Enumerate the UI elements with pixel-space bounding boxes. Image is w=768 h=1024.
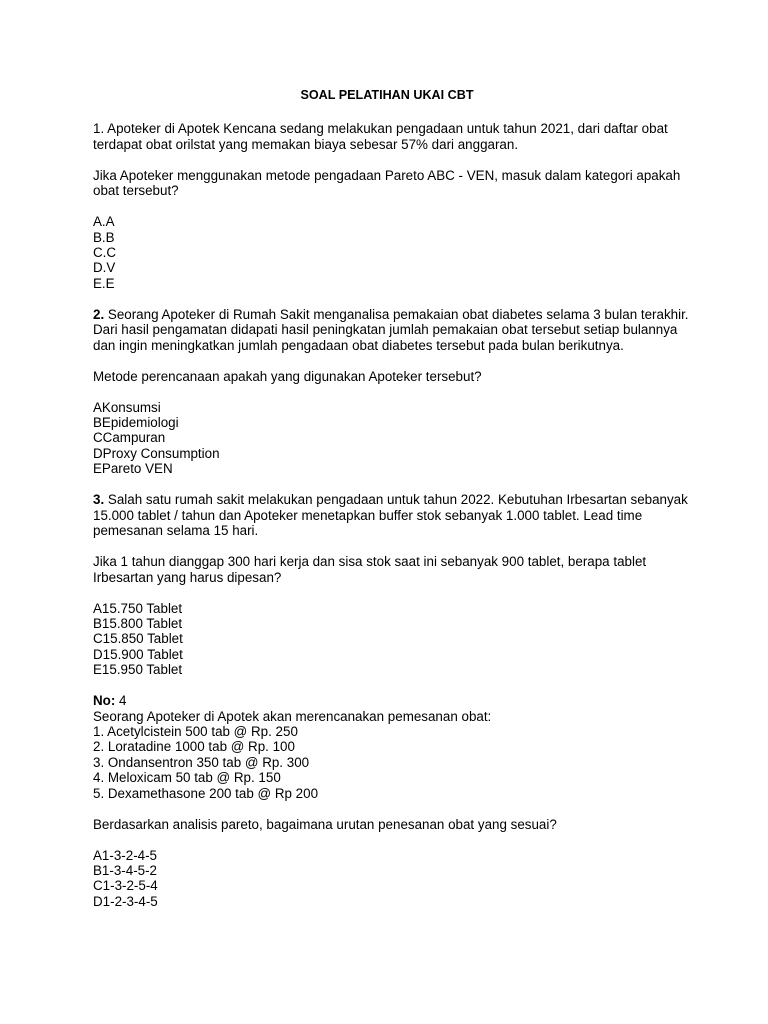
drug-item-4: 4. Meloxicam 50 tab @ Rp. 150 <box>93 770 281 786</box>
question-4-options <box>93 848 693 910</box>
question-4-header <box>93 693 693 708</box>
question-3-text <box>93 492 693 538</box>
option-e[interactable]: E15.950 Tablet <box>93 662 183 678</box>
question-3-prompt: Jika 1 tahun dianggap 300 hari kerja dan sisa stok saat ini sebanyak 900 tablet, berapa tablet Irbesartan yang harus dipesan? <box>93 554 647 585</box>
question-1 <box>93 121 693 291</box>
question-4-prompt: Berdasarkan analisis pareto, bagaimana urutan penesanan obat yang sesuai? <box>93 816 557 832</box>
question-4-label: No: <box>93 693 116 709</box>
question-1-number: 1. <box>93 121 105 137</box>
question-3-number: 3. <box>93 492 105 508</box>
drug-item-1: 1. Acetylcistein 500 tab @ Rp. 250 <box>93 723 298 739</box>
option-d[interactable]: D1-2-3-4-5 <box>93 893 158 909</box>
question-2-text <box>93 307 693 353</box>
option-c[interactable]: C15.850 Tablet <box>93 631 183 647</box>
question-1-body: Apoteker di Apotek Kencana sedang melakukan pengadaan untuk tahun 2021, dari daftar obat terdapat obat orilstat yang memakan biaya sebesar 57% dari anggaran. <box>93 121 668 152</box>
option-c[interactable]: CCampuran <box>93 430 166 446</box>
drug-item-5: 5. Dexamethasone 200 tab @ Rp 200 <box>93 785 319 801</box>
option-a[interactable]: A.A <box>93 214 115 230</box>
question-4 <box>93 693 693 909</box>
option-b[interactable]: B15.800 Tablet <box>93 615 183 631</box>
question-3-body: Salah satu rumah sakit melakukan pengadaan untuk tahun 2022. Kebutuhan Irbesartan sebanyak 15.000 tablet / tahun dan Apoteker menetapkan buffer stok sebanyak 1.000 tablet. Lead time pemesanan selama 15 hari. <box>93 492 688 539</box>
question-1-text <box>93 121 693 152</box>
question-4-number: 4 <box>115 693 127 709</box>
option-d[interactable]: D.V <box>93 260 116 276</box>
option-a[interactable]: A15.750 Tablet <box>93 600 183 616</box>
option-c[interactable]: C.C <box>93 245 117 261</box>
option-e[interactable]: EPareto VEN <box>93 461 173 477</box>
option-a[interactable]: AKonsumsi <box>93 399 161 415</box>
option-c[interactable]: C1-3-2-5-4 <box>93 878 158 894</box>
question-2-options <box>93 400 693 477</box>
option-b[interactable]: BEpidemiologi <box>93 415 179 431</box>
option-a[interactable]: A1-3-2-4-5 <box>93 847 158 863</box>
option-e[interactable]: E.E <box>93 275 115 291</box>
question-1-options <box>93 214 693 291</box>
question-4-text <box>93 709 693 801</box>
question-2-body: Seorang Apoteker di Rumah Sakit menganalisa pemakaian obat diabetes selama 3 bulan terakhir. Dari hasil pengamatan didapati hasil peningkatan jumlah pemakaian obat tersebut setiap bulannya dan ingin meningkatkan jumlah pengadaan obat diabetes tersebut pada bulan berikutnya. <box>93 306 689 353</box>
question-4-intro: Seorang Apoteker di Apotek akan merencanakan pemesanan obat: <box>93 708 492 724</box>
option-d[interactable]: DProxy Consumption <box>93 445 220 461</box>
drug-item-3: 3. Ondansentron 350 tab @ Rp. 300 <box>93 754 310 770</box>
question-2-prompt: Metode perencanaan apakah yang digunakan Apoteker tersebut? <box>93 368 482 384</box>
question-3 <box>93 492 693 677</box>
question-3-options <box>93 601 693 678</box>
document-body <box>93 88 693 925</box>
question-1-prompt: Jika Apoteker menggunakan metode pengadaan Pareto ABC - VEN, masuk dalam kategori apakah obat tersebut? <box>93 167 681 199</box>
question-2-number: 2. <box>93 306 105 322</box>
option-b[interactable]: B1-3-4-5-2 <box>93 862 158 878</box>
document-title: SOAL PELATIHAN UKAI CBT <box>300 88 474 102</box>
drug-item-2: 2. Loratadine 1000 tab @ Rp. 100 <box>93 739 295 755</box>
question-2 <box>93 307 693 477</box>
option-d[interactable]: D15.900 Tablet <box>93 646 183 662</box>
option-b[interactable]: B.B <box>93 229 115 245</box>
